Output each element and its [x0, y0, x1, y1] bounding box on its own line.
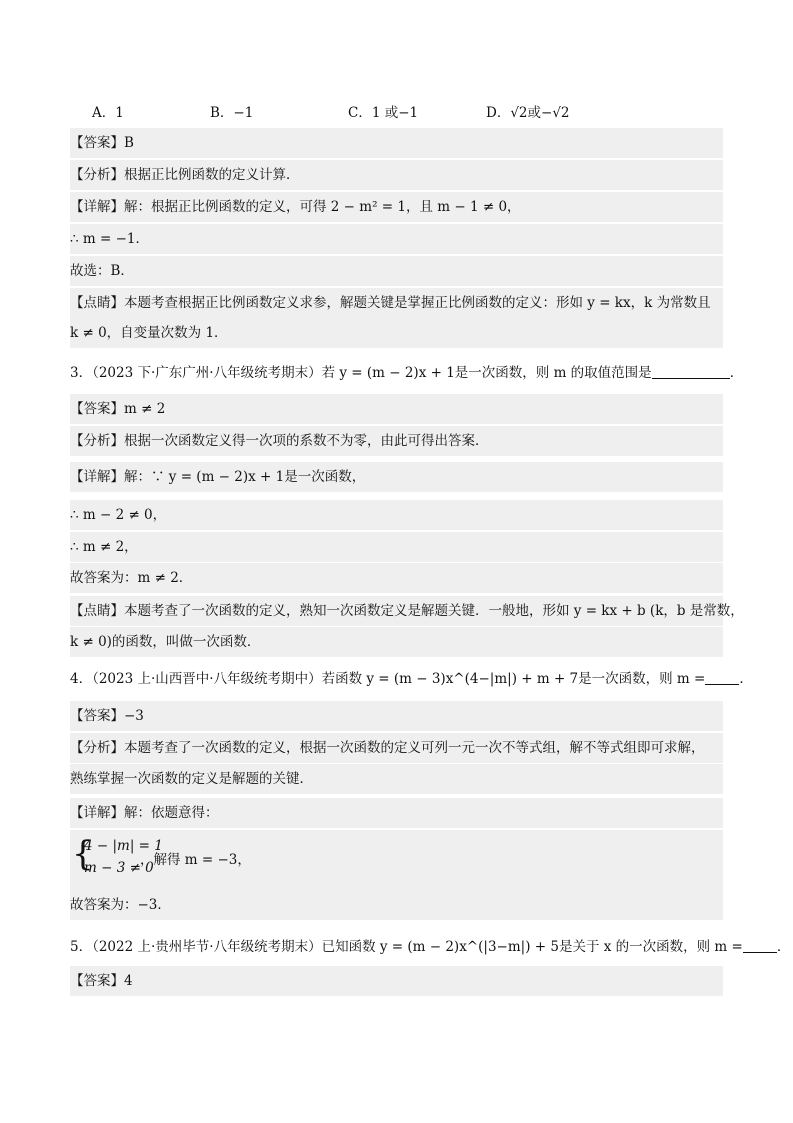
q4-inequality-system — [70, 830, 723, 890]
q4-system-result: ，解得 m = −3， — [140, 852, 251, 868]
q5-answer: 【答案】4 — [70, 966, 723, 996]
q3-conclusion: 故答案为：m ≠ 2． — [70, 563, 723, 593]
q3-stem-text: 3．（2023 下·广东广州·八年级统考期末）若 y = (m − 2)x + 1是一次函数，则 m 的取值范围是 — [70, 365, 652, 381]
q4-analysis-2: 熟练掌握一次函数的定义是解题的关键． — [70, 764, 723, 794]
q3-step1: ∴ m − 2 ≠ 0， — [70, 500, 723, 530]
q2-detail: 【详解】解：根据正比例函数的定义，可得 2 − m² = 1，且 m − 1 ≠ 0， — [70, 192, 723, 222]
q3-stem-end: ． — [729, 365, 744, 381]
q4-stem-end: ． — [739, 671, 753, 687]
q2-comment-1: 【点睛】本题考查根据正比例函数定义求参，解题关键是掌握正比例函数的定义：形如 y = kx，k 为常数且 — [70, 288, 723, 318]
choice-a: A．1 — [92, 105, 124, 121]
q4-detail: 【详解】解：依题意得： — [70, 798, 723, 828]
q3-answer-blank — [652, 362, 730, 379]
left-brace: { — [72, 834, 94, 874]
q3-comment-2: k ≠ 0)的函数，叫做一次函数． — [70, 627, 723, 657]
q4-conclusion: 故答案为：−3． — [70, 890, 723, 920]
q5-stem-end: ． — [776, 939, 791, 955]
q4-stem — [70, 664, 753, 694]
q3-stem — [70, 358, 744, 388]
q2-comment-2: k ≠ 0，自变量次数为 1． — [70, 318, 723, 348]
q3-comment-1: 【点睛】本题考查了一次函数的定义，熟知一次函数定义是解题关键．一般地，形如 y = kx + b (k，b 是常数， — [70, 596, 723, 626]
q4-answer: 【答案】−3 — [70, 701, 723, 731]
q2-step1: ∴ m = −1． — [70, 224, 723, 254]
q4-analysis-1: 【分析】本题考查了一次函数的定义，根据一次函数的定义可列一元一次不等式组，解不等式组即可求解， — [70, 733, 723, 763]
q2-choose: 故选：B． — [70, 256, 723, 286]
q3-detail: 【详解】解：∵ y = (m − 2)x + 1是一次函数， — [70, 462, 723, 492]
choices-row — [70, 98, 723, 128]
q5-stem-text: 5．（2022 上·贵州毕节·八年级统考期末）已知函数 y = (m − 2)x^(|3−m|) + 5是关于 x 的一次函数，则 m = — [70, 939, 743, 955]
q2-analysis: 【分析】根据正比例函数的定义计算． — [70, 160, 723, 190]
q4-system-row-2: m − 3 ≠ 0 — [84, 860, 154, 876]
choice-c: C．1 或−1 — [348, 105, 419, 121]
choice-d: D．√2或−√2 — [486, 105, 570, 121]
choice-b: B．−1 — [210, 105, 254, 121]
q3-step2: ∴ m ≠ 2， — [70, 532, 723, 562]
q2-answer: 【答案】B — [70, 128, 723, 158]
q4-system-row-1: 4 − |m| = 1 — [84, 838, 163, 854]
q4-stem-text: 4．（2023 上·山西晋中·八年级统考期中）若函数 y = (m − 3)x^(4−|m|) + m + 7是一次函数，则 m = — [70, 671, 706, 687]
q3-answer: 【答案】m ≠ 2 — [70, 394, 723, 424]
q4-answer-blank — [705, 668, 739, 685]
q5-stem — [70, 932, 791, 962]
q5-answer-blank — [743, 936, 777, 953]
q3-analysis: 【分析】根据一次函数定义得一次项的系数不为零，由此可得出答案． — [70, 426, 723, 456]
